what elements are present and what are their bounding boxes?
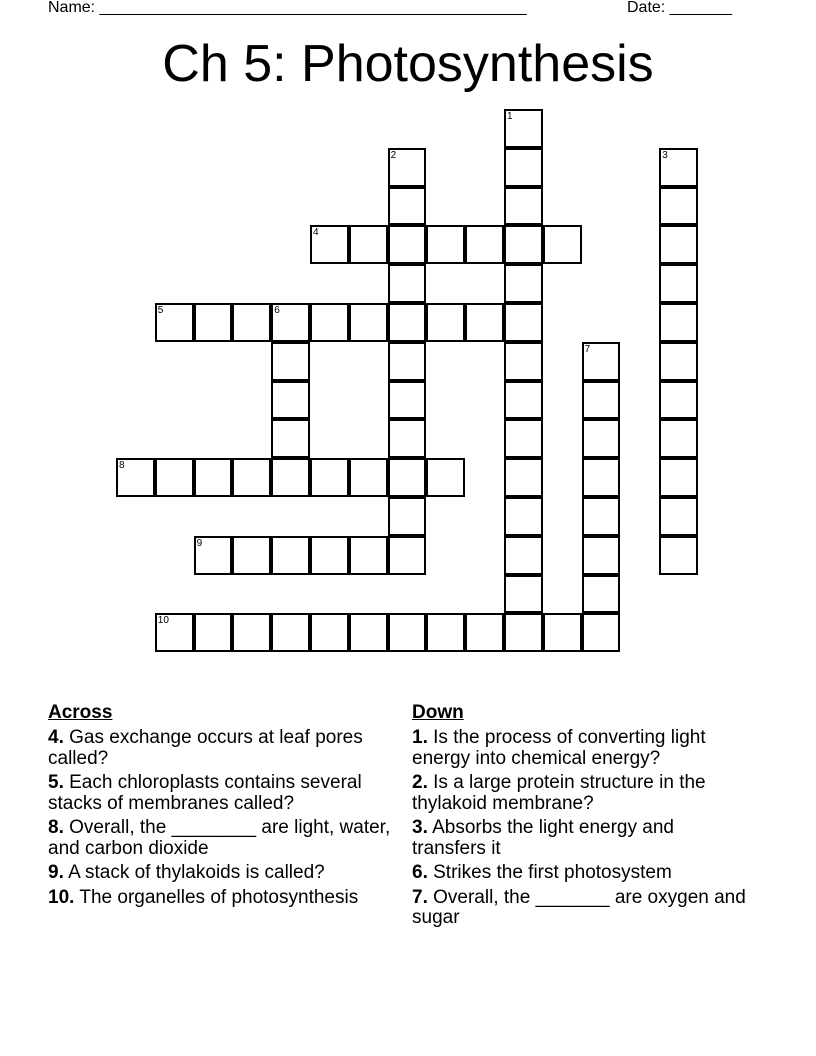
down-heading: Down: [412, 702, 464, 723]
clue-number: 4.: [48, 727, 64, 748]
grid-cell[interactable]: [659, 148, 698, 187]
clue-text: Strikes the first photosystem: [427, 862, 672, 883]
grid-cell[interactable]: [388, 303, 427, 342]
across-heading: Across: [48, 702, 113, 723]
clue-across-4: [48, 728, 408, 769]
grid-cell[interactable]: [659, 497, 698, 536]
grid-cell[interactable]: [155, 458, 194, 497]
cell-number: 6: [274, 305, 280, 316]
grid-cell[interactable]: [582, 613, 621, 652]
grid-cell[interactable]: [232, 458, 271, 497]
grid-cell[interactable]: [582, 536, 621, 575]
clue-down-2: [412, 773, 752, 814]
grid-cell[interactable]: [271, 381, 310, 420]
grid-cell[interactable]: [271, 303, 310, 342]
grid-cell[interactable]: [388, 264, 427, 303]
grid-cell[interactable]: [504, 536, 543, 575]
clue-text: Overall, the ________ are light, water, and carbon dioxide: [48, 817, 391, 859]
grid-cell[interactable]: [659, 342, 698, 381]
grid-cell[interactable]: [116, 458, 155, 497]
grid-cell[interactable]: [659, 303, 698, 342]
clue-number: 3.: [412, 817, 428, 838]
grid-cell[interactable]: [504, 148, 543, 187]
grid-cell[interactable]: [543, 225, 582, 264]
grid-cell[interactable]: [388, 497, 427, 536]
grid-cell[interactable]: [504, 458, 543, 497]
grid-cell[interactable]: [349, 613, 388, 652]
grid-cell[interactable]: [310, 613, 349, 652]
cell-number: 1: [507, 111, 513, 122]
grid-cell[interactable]: [504, 187, 543, 226]
clue-number: 1.: [412, 727, 428, 748]
grid-cell[interactable]: [582, 575, 621, 614]
clue-down-6: [412, 863, 752, 884]
grid-cell[interactable]: [465, 225, 504, 264]
grid-cell[interactable]: [310, 536, 349, 575]
grid-cell[interactable]: [659, 264, 698, 303]
grid-cell[interactable]: [271, 613, 310, 652]
cell-number: 7: [584, 343, 591, 355]
grid-cell[interactable]: [349, 225, 388, 264]
cell-number: 8: [119, 460, 125, 472]
grid-cell[interactable]: [349, 458, 388, 497]
grid-cell[interactable]: [659, 536, 698, 575]
down-clues: [412, 702, 752, 933]
grid-cell[interactable]: [659, 381, 698, 420]
grid-cell[interactable]: [388, 381, 427, 420]
grid-cell[interactable]: [504, 109, 543, 148]
clue-number: 10.: [48, 886, 75, 908]
clue-across-9: [48, 863, 408, 884]
grid-cell[interactable]: [582, 381, 621, 420]
grid-cell[interactable]: [388, 225, 427, 264]
clue-down-3: [412, 818, 752, 859]
clue-down-1: [412, 728, 752, 769]
grid-cell[interactable]: [349, 303, 388, 342]
grid-cell[interactable]: [388, 613, 427, 652]
clue-number: 2.: [412, 772, 428, 793]
cell-number: 5: [157, 305, 164, 316]
grid-cell[interactable]: [271, 419, 310, 458]
grid-cell[interactable]: [465, 613, 504, 652]
across-clues: [48, 702, 408, 912]
clue-across-5: [48, 773, 408, 814]
grid-cell[interactable]: [194, 536, 233, 575]
name-field-label: Name: ________________________________________________: [48, 0, 527, 16]
grid-cell[interactable]: [388, 536, 427, 575]
cell-number: 9: [196, 537, 203, 549]
grid-cell[interactable]: [659, 419, 698, 458]
clue-number: 6.: [412, 862, 428, 883]
grid-cell[interactable]: [582, 342, 621, 381]
grid-cell[interactable]: [388, 187, 427, 226]
page-title: Ch 5: Photosynthesis: [162, 35, 654, 93]
cell-number: 4: [313, 227, 319, 239]
clue-text: A stack of thylakoids is called?: [63, 862, 325, 883]
grid-cell[interactable]: [232, 613, 271, 652]
grid-cell[interactable]: [349, 536, 388, 575]
grid-cell[interactable]: [155, 613, 194, 652]
grid-cell[interactable]: [504, 303, 543, 342]
grid-cell[interactable]: [582, 458, 621, 497]
cell-number: 3: [662, 149, 668, 161]
grid-cell[interactable]: [271, 458, 310, 497]
grid-cell[interactable]: [310, 303, 349, 342]
grid-cell[interactable]: [388, 419, 427, 458]
clue-text: Overall, the _______ are oxygen and sugar: [412, 886, 746, 928]
clue-text: The organelles of photosynthesis: [74, 886, 359, 908]
grid-cell[interactable]: [659, 458, 698, 497]
grid-cell[interactable]: [504, 381, 543, 420]
clue-across-10: [48, 888, 408, 909]
clue-number: 5.: [48, 772, 64, 793]
clue-text: Gas exchange occurs at leaf pores called?: [48, 727, 363, 769]
grid-cell[interactable]: [426, 303, 465, 342]
grid-cell[interactable]: [504, 264, 543, 303]
grid-cell[interactable]: [504, 225, 543, 264]
clue-text: Is a large protein structure in the thylakoid membrane?: [412, 772, 706, 814]
cell-number: 10: [157, 615, 169, 627]
grid-cell[interactable]: [426, 225, 465, 264]
grid-cell[interactable]: [659, 225, 698, 264]
clue-number: 8.: [48, 817, 64, 838]
clue-number: 9.: [48, 862, 64, 883]
grid-cell[interactable]: [271, 536, 310, 575]
grid-cell[interactable]: [465, 303, 504, 342]
grid-cell[interactable]: [504, 419, 543, 458]
grid-cell[interactable]: [388, 342, 427, 381]
grid-cell[interactable]: [155, 303, 194, 342]
grid-cell[interactable]: [194, 613, 233, 652]
grid-cell[interactable]: [543, 613, 582, 652]
grid-cell[interactable]: [659, 187, 698, 226]
grid-cell[interactable]: [232, 536, 271, 575]
grid-cell[interactable]: [388, 148, 427, 187]
cell-number: 2: [390, 149, 397, 161]
grid-cell[interactable]: [194, 303, 233, 342]
grid-cell[interactable]: [582, 497, 621, 536]
grid-cell[interactable]: [232, 303, 271, 342]
grid-cell[interactable]: [504, 497, 543, 536]
grid-cell[interactable]: [310, 225, 349, 264]
grid-cell[interactable]: [271, 342, 310, 381]
grid-cell[interactable]: [194, 458, 233, 497]
grid-cell[interactable]: [504, 575, 543, 614]
grid-cell[interactable]: [310, 458, 349, 497]
grid-cell[interactable]: [388, 458, 427, 497]
date-field-label: Date: _______: [627, 0, 732, 16]
grid-cell[interactable]: [426, 458, 465, 497]
clue-text: Absorbs the light energy and transfers it: [412, 817, 674, 859]
clue-text: Each chloroplasts contains several stacks of membranes called?: [48, 772, 362, 814]
grid-cell[interactable]: [426, 613, 465, 652]
clue-text: Is the process of converting light energy into chemical energy?: [412, 727, 706, 769]
grid-cell[interactable]: [582, 419, 621, 458]
clue-down-7: [412, 888, 752, 929]
clue-across-8: [48, 818, 408, 859]
clue-number: 7.: [412, 886, 428, 908]
grid-cell[interactable]: [504, 613, 543, 652]
grid-cell[interactable]: [504, 342, 543, 381]
